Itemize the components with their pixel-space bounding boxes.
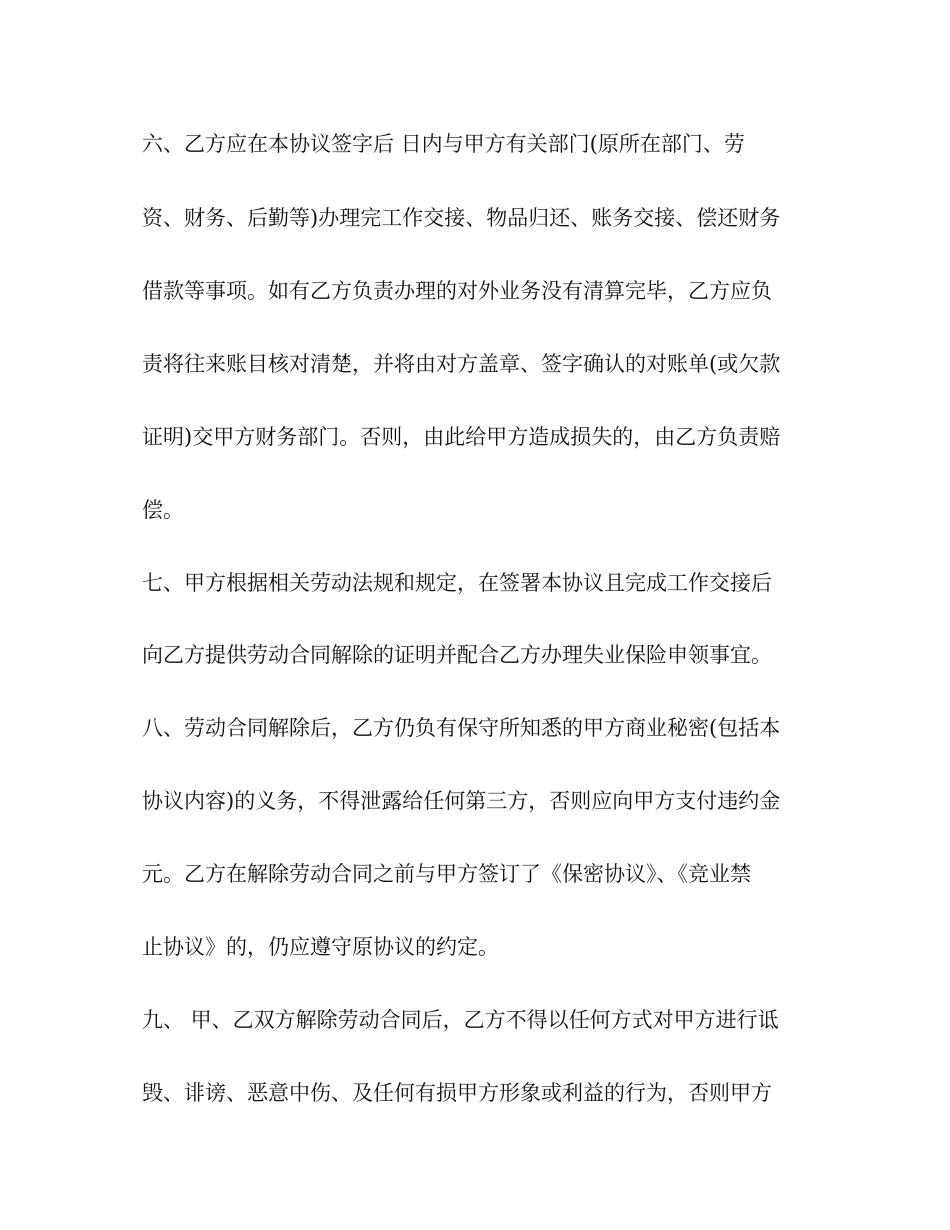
text-line: 九、 甲、乙双方解除劳动合同后，乙方不得以任何方式对甲方进行诋 bbox=[142, 1008, 779, 1032]
text-line: 向乙方提供劳动合同解除的证明并配合乙方办理失业保险申领事宜。 bbox=[142, 643, 772, 667]
text-line: 止协议》的，仍应遵守原协议的约定。 bbox=[142, 935, 499, 959]
text-line: 协议内容)的义务，不得泄露给任何第三方，否则应向甲方支付违约金 bbox=[142, 789, 781, 813]
text-line: 六、乙方应在本协议签字后 日内与甲方有关部门(原所在部门、劳 bbox=[142, 132, 745, 156]
text-line: 毁、诽谤、恶意中伤、及任何有损甲方形象或利益的行为，否则甲方 bbox=[142, 1081, 772, 1105]
text-line: 责将往来账目核对清楚，并将由对方盖章、签字确认的对账单(或欠款 bbox=[142, 352, 781, 376]
text-line: 资、财务、后勤等)办理完工作交接、物品归还、账务交接、偿还财务 bbox=[142, 206, 781, 230]
text-line: 八、劳动合同解除后，乙方仍负有保守所知悉的甲方商业秘密(包括本 bbox=[142, 716, 781, 740]
text-line: 借款等事项。如有乙方负责办理的对外业务没有清算完毕，乙方应负 bbox=[142, 279, 772, 303]
text-line: 七、甲方根据相关劳动法规和规定，在签署本协议且完成工作交接后 bbox=[142, 571, 772, 595]
text-line: 偿。 bbox=[142, 498, 184, 522]
text-line: 元。乙方在解除劳动合同之前与甲方签订了《保密协议》、《竞业禁 bbox=[142, 862, 751, 886]
text-line: 证明)交甲方财务部门。否则，由此给甲方造成损失的，由乙方负责赔 bbox=[142, 425, 781, 449]
